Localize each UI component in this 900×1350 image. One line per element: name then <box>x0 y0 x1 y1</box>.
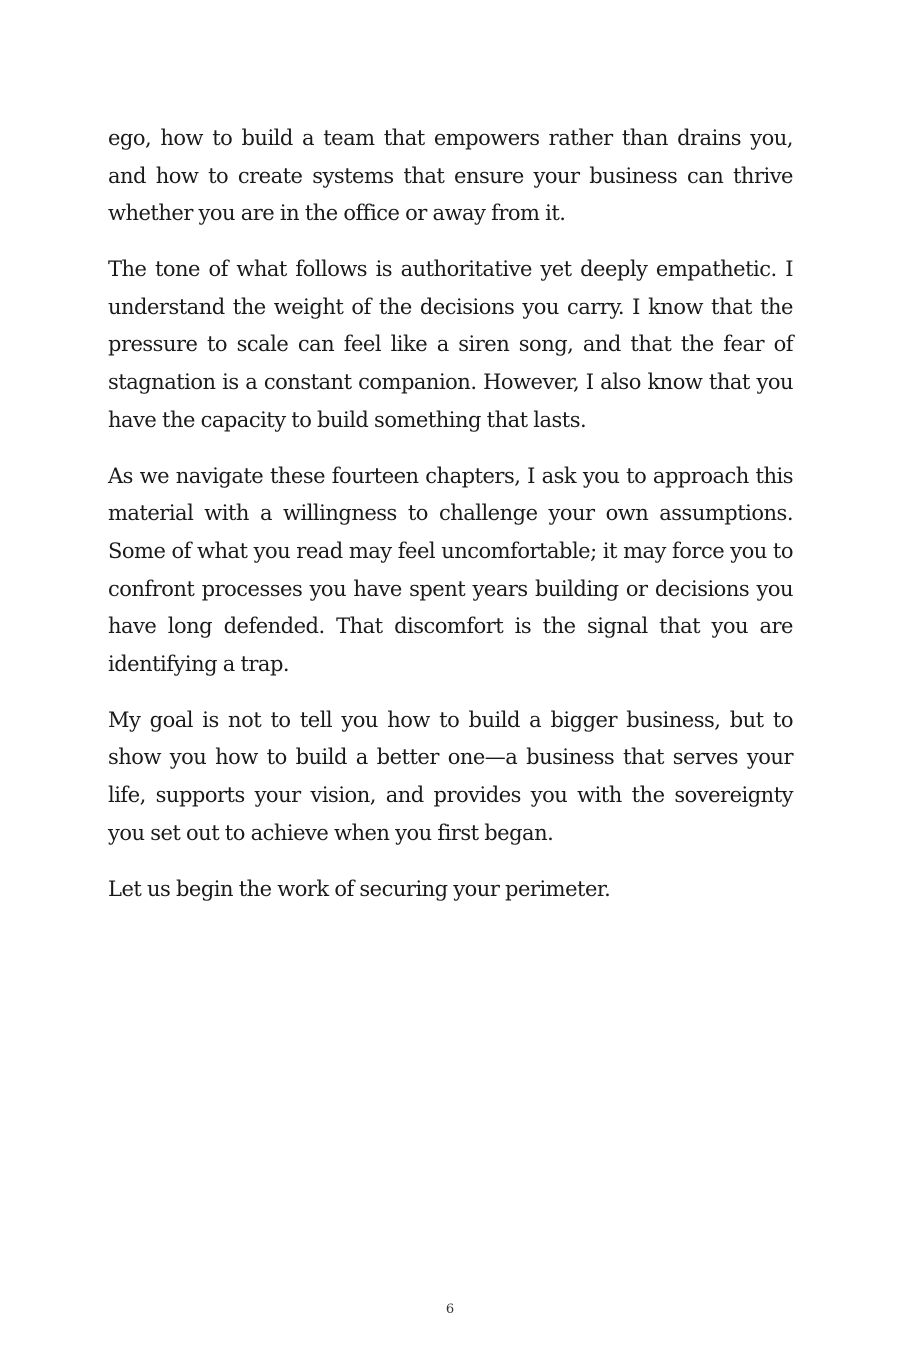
paragraph-3: As we navigate these fourteen chapters, I ask you to approach this material with a willingness to challenge your own assumptions. Some of what you read may feel uncomfortable; it may force you to confront processes you have spent years building or decisions you have long defended. That discomfort is the signal that you are identifying a trap. <box>108 463 793 676</box>
paragraph-2: The tone of what follows is authoritative yet deeply empathetic. I understand the weight of the decisions you carry. I know that the pressure to scale can feel like a siren song, and that the fear of stagnation is a constant companion. However, I also know that you have the capacity to build something that lasts. <box>108 257 793 432</box>
paragraph-5: Let us begin the work of securing your perimeter. <box>108 876 611 901</box>
paragraph-4: My goal is not to tell you how to build a bigger business, but to show you how to build a better one—a business that serves your life, supports your vision, and provides you with the sovereignty you set out to achieve when you first began. <box>108 707 793 845</box>
page-number: 6 <box>445 1302 455 1317</box>
paragraph-1: ego, how to build a team that empowers rather than drains you, and how to create systems that ensure your business can thrive whether you are in the office or away from it. <box>108 126 793 226</box>
body-text <box>108 120 793 927</box>
